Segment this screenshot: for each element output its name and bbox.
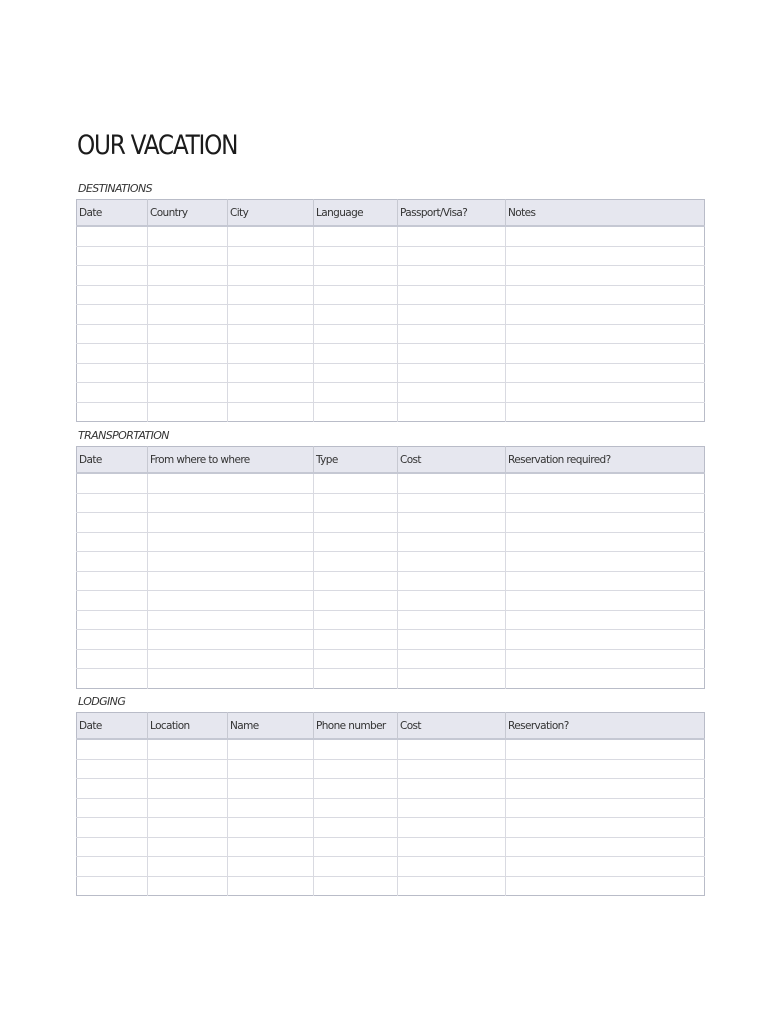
table-row: [77, 285, 705, 305]
table-cell[interactable]: [398, 857, 506, 877]
table-cell[interactable]: [506, 473, 705, 493]
table-cell[interactable]: [398, 266, 506, 286]
column-header-city: City: [228, 200, 314, 227]
table-cell[interactable]: [228, 383, 314, 403]
table-row: [77, 552, 705, 572]
destinations-header-row: [77, 200, 705, 227]
table-cell[interactable]: [148, 669, 314, 689]
table-cell[interactable]: [506, 818, 705, 838]
table-cell[interactable]: [228, 798, 314, 818]
table-row: [77, 818, 705, 838]
table-cell[interactable]: [77, 473, 148, 493]
table-cell[interactable]: [148, 837, 228, 857]
table-cell[interactable]: [77, 493, 148, 513]
table-row: [77, 649, 705, 669]
table-cell[interactable]: [506, 669, 705, 689]
table-cell[interactable]: [314, 532, 398, 552]
table-cell[interactable]: [148, 779, 228, 799]
table-cell[interactable]: [398, 324, 506, 344]
table-row: [77, 473, 705, 493]
table-row: [77, 591, 705, 611]
table-cell[interactable]: [148, 591, 314, 611]
table-row: [77, 363, 705, 383]
table-cell[interactable]: [506, 305, 705, 325]
table-cell[interactable]: [77, 739, 148, 759]
table-cell[interactable]: [228, 363, 314, 383]
table-cell[interactable]: [398, 344, 506, 364]
column-header-reservation-required: Reservation required?: [506, 447, 705, 474]
table-cell[interactable]: [228, 305, 314, 325]
table-cell[interactable]: [506, 857, 705, 877]
table-cell[interactable]: [314, 610, 398, 630]
table-row: [77, 513, 705, 533]
table-cell[interactable]: [398, 610, 506, 630]
table-cell[interactable]: [228, 837, 314, 857]
column-header-phone-number: Phone number: [314, 713, 398, 740]
table-cell[interactable]: [506, 402, 705, 422]
table-cell[interactable]: [77, 876, 148, 896]
table-cell[interactable]: [314, 402, 398, 422]
table-cell[interactable]: [77, 779, 148, 799]
table-cell[interactable]: [398, 226, 506, 246]
table-cell[interactable]: [77, 402, 148, 422]
table-cell[interactable]: [148, 818, 228, 838]
page-title: OUR VACATION: [77, 130, 238, 161]
transportation-table: [76, 446, 705, 689]
table-cell[interactable]: [314, 363, 398, 383]
table-cell[interactable]: [506, 532, 705, 552]
table-cell[interactable]: [398, 759, 506, 779]
table-cell[interactable]: [314, 857, 398, 877]
table-cell[interactable]: [148, 226, 228, 246]
table-cell[interactable]: [506, 876, 705, 896]
table-cell[interactable]: [228, 739, 314, 759]
table-cell[interactable]: [77, 383, 148, 403]
table-row: [77, 857, 705, 877]
table-cell[interactable]: [77, 571, 148, 591]
table-cell[interactable]: [314, 344, 398, 364]
table-row: [77, 669, 705, 689]
table-cell[interactable]: [506, 363, 705, 383]
table-row: [77, 837, 705, 857]
table-cell[interactable]: [148, 383, 228, 403]
table-cell[interactable]: [77, 759, 148, 779]
table-cell[interactable]: [314, 571, 398, 591]
table-cell[interactable]: [148, 798, 228, 818]
table-cell[interactable]: [148, 324, 228, 344]
table-cell[interactable]: [506, 266, 705, 286]
table-cell[interactable]: [314, 285, 398, 305]
table-row: [77, 532, 705, 552]
table-cell[interactable]: [228, 779, 314, 799]
table-cell[interactable]: [398, 383, 506, 403]
table-cell[interactable]: [77, 324, 148, 344]
table-cell[interactable]: [314, 266, 398, 286]
table-cell[interactable]: [314, 552, 398, 572]
table-cell[interactable]: [506, 759, 705, 779]
table-cell[interactable]: [148, 610, 314, 630]
table-cell[interactable]: [398, 513, 506, 533]
table-cell[interactable]: [228, 344, 314, 364]
table-cell[interactable]: [228, 857, 314, 877]
table-cell[interactable]: [314, 798, 398, 818]
table-row: [77, 493, 705, 513]
table-cell[interactable]: [506, 383, 705, 403]
column-header-from-where-to-where: From where to where: [148, 447, 314, 474]
table-cell[interactable]: [77, 552, 148, 572]
table-cell[interactable]: [314, 669, 398, 689]
table-cell[interactable]: [228, 324, 314, 344]
table-row: [77, 344, 705, 364]
table-cell[interactable]: [506, 779, 705, 799]
table-cell[interactable]: [506, 513, 705, 533]
table-cell[interactable]: [506, 493, 705, 513]
table-cell[interactable]: [148, 857, 228, 877]
table-cell[interactable]: [77, 649, 148, 669]
table-cell[interactable]: [148, 402, 228, 422]
table-cell[interactable]: [77, 798, 148, 818]
table-cell[interactable]: [228, 226, 314, 246]
table-cell[interactable]: [398, 363, 506, 383]
table-cell[interactable]: [314, 876, 398, 896]
table-row: [77, 226, 705, 246]
table-row: [77, 798, 705, 818]
table-cell[interactable]: [77, 610, 148, 630]
table-cell[interactable]: [314, 818, 398, 838]
table-cell[interactable]: [77, 226, 148, 246]
table-cell[interactable]: [398, 649, 506, 669]
table-cell[interactable]: [314, 305, 398, 325]
lodging-table: [76, 712, 705, 896]
lodging-label: LODGING: [78, 695, 126, 708]
table-row: [77, 630, 705, 650]
table-cell[interactable]: [148, 246, 228, 266]
table-cell[interactable]: [148, 630, 314, 650]
table-cell[interactable]: [228, 876, 314, 896]
table-cell[interactable]: [314, 513, 398, 533]
table-cell[interactable]: [398, 739, 506, 759]
table-cell[interactable]: [148, 876, 228, 896]
table-cell[interactable]: [228, 759, 314, 779]
table-cell[interactable]: [77, 513, 148, 533]
lodging-header-row: [77, 713, 705, 740]
table-cell[interactable]: [506, 649, 705, 669]
table-cell[interactable]: [314, 739, 398, 759]
table-cell[interactable]: [398, 532, 506, 552]
table-cell[interactable]: [506, 552, 705, 572]
lodging-section: [76, 694, 704, 896]
table-cell[interactable]: [314, 591, 398, 611]
table-cell[interactable]: [148, 344, 228, 364]
table-cell[interactable]: [398, 493, 506, 513]
table-cell[interactable]: [77, 818, 148, 838]
table-row: [77, 779, 705, 799]
table-cell[interactable]: [228, 402, 314, 422]
table-cell[interactable]: [148, 285, 228, 305]
table-cell[interactable]: [506, 571, 705, 591]
column-header-name: Name: [228, 713, 314, 740]
table-cell[interactable]: [398, 818, 506, 838]
table-cell[interactable]: [228, 285, 314, 305]
table-row: [77, 402, 705, 422]
table-cell[interactable]: [228, 246, 314, 266]
column-header-cost: Cost: [398, 447, 506, 474]
table-cell[interactable]: [77, 305, 148, 325]
table-cell[interactable]: [77, 630, 148, 650]
table-cell[interactable]: [398, 779, 506, 799]
column-header-date: Date: [77, 713, 148, 740]
table-cell[interactable]: [77, 837, 148, 857]
column-header-cost: Cost: [398, 713, 506, 740]
column-header-location: Location: [148, 713, 228, 740]
table-cell[interactable]: [398, 591, 506, 611]
table-row: [77, 739, 705, 759]
table-cell[interactable]: [398, 837, 506, 857]
table-cell[interactable]: [148, 363, 228, 383]
destinations-section: [76, 181, 704, 422]
table-row: [77, 266, 705, 286]
table-cell[interactable]: [228, 818, 314, 838]
table-cell[interactable]: [398, 285, 506, 305]
table-cell[interactable]: [314, 630, 398, 650]
table-row: [77, 383, 705, 403]
table-cell[interactable]: [506, 285, 705, 305]
column-header-passport-visa: Passport/Visa?: [398, 200, 506, 227]
table-cell[interactable]: [314, 649, 398, 669]
table-row: [77, 305, 705, 325]
transportation-header-row: [77, 447, 705, 474]
table-cell[interactable]: [77, 591, 148, 611]
table-cell[interactable]: [398, 571, 506, 591]
table-cell[interactable]: [398, 798, 506, 818]
table-cell[interactable]: [148, 473, 314, 493]
table-row: [77, 246, 705, 266]
table-row: [77, 324, 705, 344]
column-header-notes: Notes: [506, 200, 705, 227]
column-header-reservation: Reservation?: [506, 713, 705, 740]
column-header-type: Type: [314, 447, 398, 474]
transportation-label: TRANSPORTATION: [78, 429, 169, 442]
table-cell[interactable]: [77, 344, 148, 364]
table-cell[interactable]: [506, 344, 705, 364]
table-cell[interactable]: [398, 246, 506, 266]
table-cell[interactable]: [228, 266, 314, 286]
table-row: [77, 759, 705, 779]
table-cell[interactable]: [314, 759, 398, 779]
table-row: [77, 571, 705, 591]
table-cell[interactable]: [77, 363, 148, 383]
table-cell[interactable]: [314, 473, 398, 493]
table-cell[interactable]: [506, 798, 705, 818]
table-cell[interactable]: [148, 571, 314, 591]
table-cell[interactable]: [148, 739, 228, 759]
table-cell[interactable]: [506, 739, 705, 759]
table-cell[interactable]: [506, 324, 705, 344]
table-cell[interactable]: [314, 493, 398, 513]
table-cell[interactable]: [398, 473, 506, 493]
table-cell[interactable]: [314, 779, 398, 799]
table-cell[interactable]: [506, 591, 705, 611]
table-cell[interactable]: [148, 552, 314, 572]
column-header-date: Date: [77, 447, 148, 474]
destinations-table: [76, 199, 705, 422]
table-cell[interactable]: [398, 876, 506, 896]
transportation-section: [76, 428, 704, 689]
table-cell[interactable]: [148, 513, 314, 533]
table-cell[interactable]: [314, 246, 398, 266]
table-cell[interactable]: [77, 285, 148, 305]
table-cell[interactable]: [77, 246, 148, 266]
table-cell[interactable]: [398, 402, 506, 422]
table-cell[interactable]: [314, 226, 398, 246]
table-cell[interactable]: [77, 857, 148, 877]
table-cell[interactable]: [398, 630, 506, 650]
table-cell[interactable]: [314, 324, 398, 344]
table-row: [77, 876, 705, 896]
table-cell[interactable]: [398, 552, 506, 572]
column-header-language: Language: [314, 200, 398, 227]
table-cell[interactable]: [506, 630, 705, 650]
table-cell[interactable]: [148, 532, 314, 552]
table-row: [77, 610, 705, 630]
table-cell[interactable]: [506, 246, 705, 266]
table-cell[interactable]: [398, 669, 506, 689]
table-cell[interactable]: [506, 226, 705, 246]
column-header-country: Country: [148, 200, 228, 227]
destinations-label: DESTINATIONS: [78, 182, 152, 195]
table-cell[interactable]: [148, 649, 314, 669]
table-cell[interactable]: [314, 383, 398, 403]
table-cell[interactable]: [148, 266, 228, 286]
table-cell[interactable]: [77, 669, 148, 689]
table-cell[interactable]: [148, 759, 228, 779]
table-cell[interactable]: [314, 837, 398, 857]
table-cell[interactable]: [77, 532, 148, 552]
table-cell[interactable]: [148, 493, 314, 513]
table-cell[interactable]: [506, 837, 705, 857]
table-cell[interactable]: [148, 305, 228, 325]
table-cell[interactable]: [398, 305, 506, 325]
table-cell[interactable]: [506, 610, 705, 630]
table-cell[interactable]: [77, 266, 148, 286]
column-header-date: Date: [77, 200, 148, 227]
